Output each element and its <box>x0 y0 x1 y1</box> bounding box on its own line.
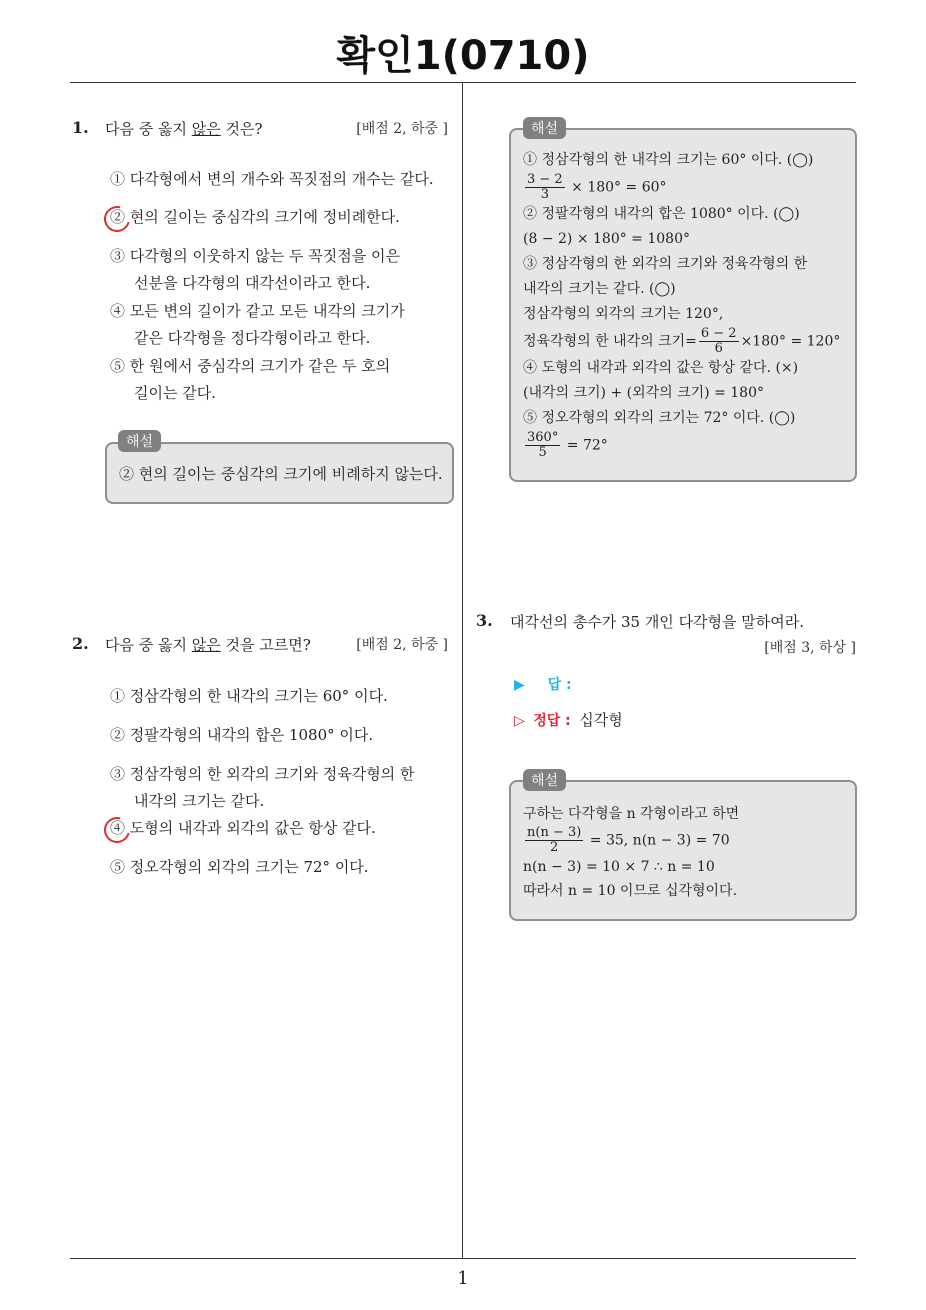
play-icon: ▶ <box>514 677 525 693</box>
q3-points: [배점 3, 하상 ] <box>764 640 856 656</box>
triangle-outline-icon: ▷ <box>514 713 525 729</box>
q2-solution-tag: 해설 <box>523 117 566 139</box>
q2-option-4: ④ 도형의 내각과 외각의 값은 항상 같다. <box>110 819 376 837</box>
sol2-line-4: (8 − 2) × 180° = 1080° <box>523 231 690 247</box>
q2-solution-box <box>509 128 857 482</box>
sol3-line-4: 따라서 n = 10 이므로 십각형이다. <box>523 883 738 899</box>
page-title: 확인1(0710) <box>336 33 590 79</box>
correct-answer-value: 십각형 <box>579 711 623 729</box>
sol2-line-5: ③ 정삼각형의 한 외각의 크기와 정육각형의 한 <box>523 256 808 272</box>
q3-solution-tag: 해설 <box>523 769 566 791</box>
q1-option-3-cont: 선분을 다각형의 대각선이라고 한다. <box>134 274 371 292</box>
q1-solution-tag: 해설 <box>118 430 161 452</box>
q3-solution-body <box>523 802 853 903</box>
q1-option-5: ⑤ 한 원에서 중심각의 크기가 같은 두 호의 <box>110 357 391 375</box>
q2-number: 2. <box>72 634 89 653</box>
q2-option-2: ② 정팔각형의 내각의 합은 1080° 이다. <box>110 726 374 744</box>
column-divider <box>462 83 463 1258</box>
answer-label: 답 : <box>547 677 572 693</box>
sol3-line-3: n(n − 3) = 10 × 7 ∴ n = 10 <box>523 859 715 875</box>
sol3-line-2: $\frac{n(n - 3)}{2}$ = 35, n(n − 3) = 70 <box>527 825 730 855</box>
sol2-line-12: $\frac{360^\circ}{5}$ = 72° <box>527 430 608 460</box>
correct-answer-label: 정답 : <box>533 713 571 729</box>
correct-answer-row <box>514 709 623 730</box>
q1-option-4: ④ 모든 변의 길이가 같고 모든 내각의 크기가 <box>110 302 405 320</box>
q2-option-5: ⑤ 정오각형의 외각의 크기는 72° 이다. <box>110 858 369 876</box>
sol2-line-3: ② 정팔각형의 내각의 합은 1080° 이다. (◯) <box>523 206 800 222</box>
q1-option-3: ③ 다각형의 이웃하지 않는 두 꼭짓점을 이은 <box>110 247 400 265</box>
q1-option-5-cont: 길이는 같다. <box>134 384 216 402</box>
q1-number: 1. <box>72 118 89 137</box>
sol2-line-8: 정육각형의 한 내각의 크기= $\frac{6 - 2}{6}$ ×180° = 120° <box>523 326 841 356</box>
page-number: 1 <box>457 1268 469 1289</box>
sol2-line-10: (내각의 크기) + (외각의 크기) = 180° <box>523 385 764 401</box>
q1-option-2: ② 현의 길이는 중심각의 크기에 정비례한다. <box>110 208 400 226</box>
q2-solution-body <box>523 148 853 460</box>
q3-solution-box <box>509 780 857 921</box>
q3-number: 3. <box>476 611 493 630</box>
sol2-line-7: 정삼각형의 외각의 크기는 120°, <box>523 306 724 322</box>
sol2-line-6: 내각의 크기는 같다. (◯) <box>523 281 676 297</box>
sol2-line-9: ④ 도형의 내각과 외각의 값은 항상 같다. (×) <box>523 360 799 376</box>
q1-option-1: ① 다각형에서 변의 개수와 꼭짓점의 개수는 같다. <box>110 170 434 188</box>
q3-text: 대각선의 총수가 35 개인 다각형을 말하여라. <box>510 613 805 631</box>
sol2-line-1: ① 정삼각형의 한 내각의 크기는 60° 이다. (◯) <box>523 152 814 168</box>
sol2-line-2: $\frac{3 - 2}{3}$ × 180° = 60° <box>527 172 667 202</box>
q1-option-4-cont: 같은 다각형을 정다각형이라고 한다. <box>134 329 371 347</box>
q2-option-1: ① 정삼각형의 한 내각의 크기는 60° 이다. <box>110 687 388 705</box>
q2-points: [배점 2, 하중 ] <box>356 637 448 653</box>
q2-option-3-cont: 내각의 크기는 같다. <box>134 792 265 810</box>
bottom-rule <box>70 1258 856 1259</box>
q2-text: 다음 중 옳지 않은 것을 고르면? <box>105 636 311 654</box>
q2-option-3: ③ 정삼각형의 한 외각의 크기와 정육각형의 한 <box>110 765 415 783</box>
q1-text: 다음 중 옳지 않은 것은? <box>105 120 263 138</box>
sol2-line-11: ⑤ 정오각형의 외각의 크기는 72° 이다. (◯) <box>523 410 796 426</box>
top-rule <box>70 82 856 83</box>
answer-row <box>514 674 572 694</box>
q1-solution-text: ② 현의 길이는 중심각의 크기에 비례하지 않는다. <box>119 465 443 483</box>
sol3-line-1: 구하는 다각형을 n 각형이라고 하면 <box>523 806 740 822</box>
q1-points: [배점 2, 하중 ] <box>356 121 448 137</box>
